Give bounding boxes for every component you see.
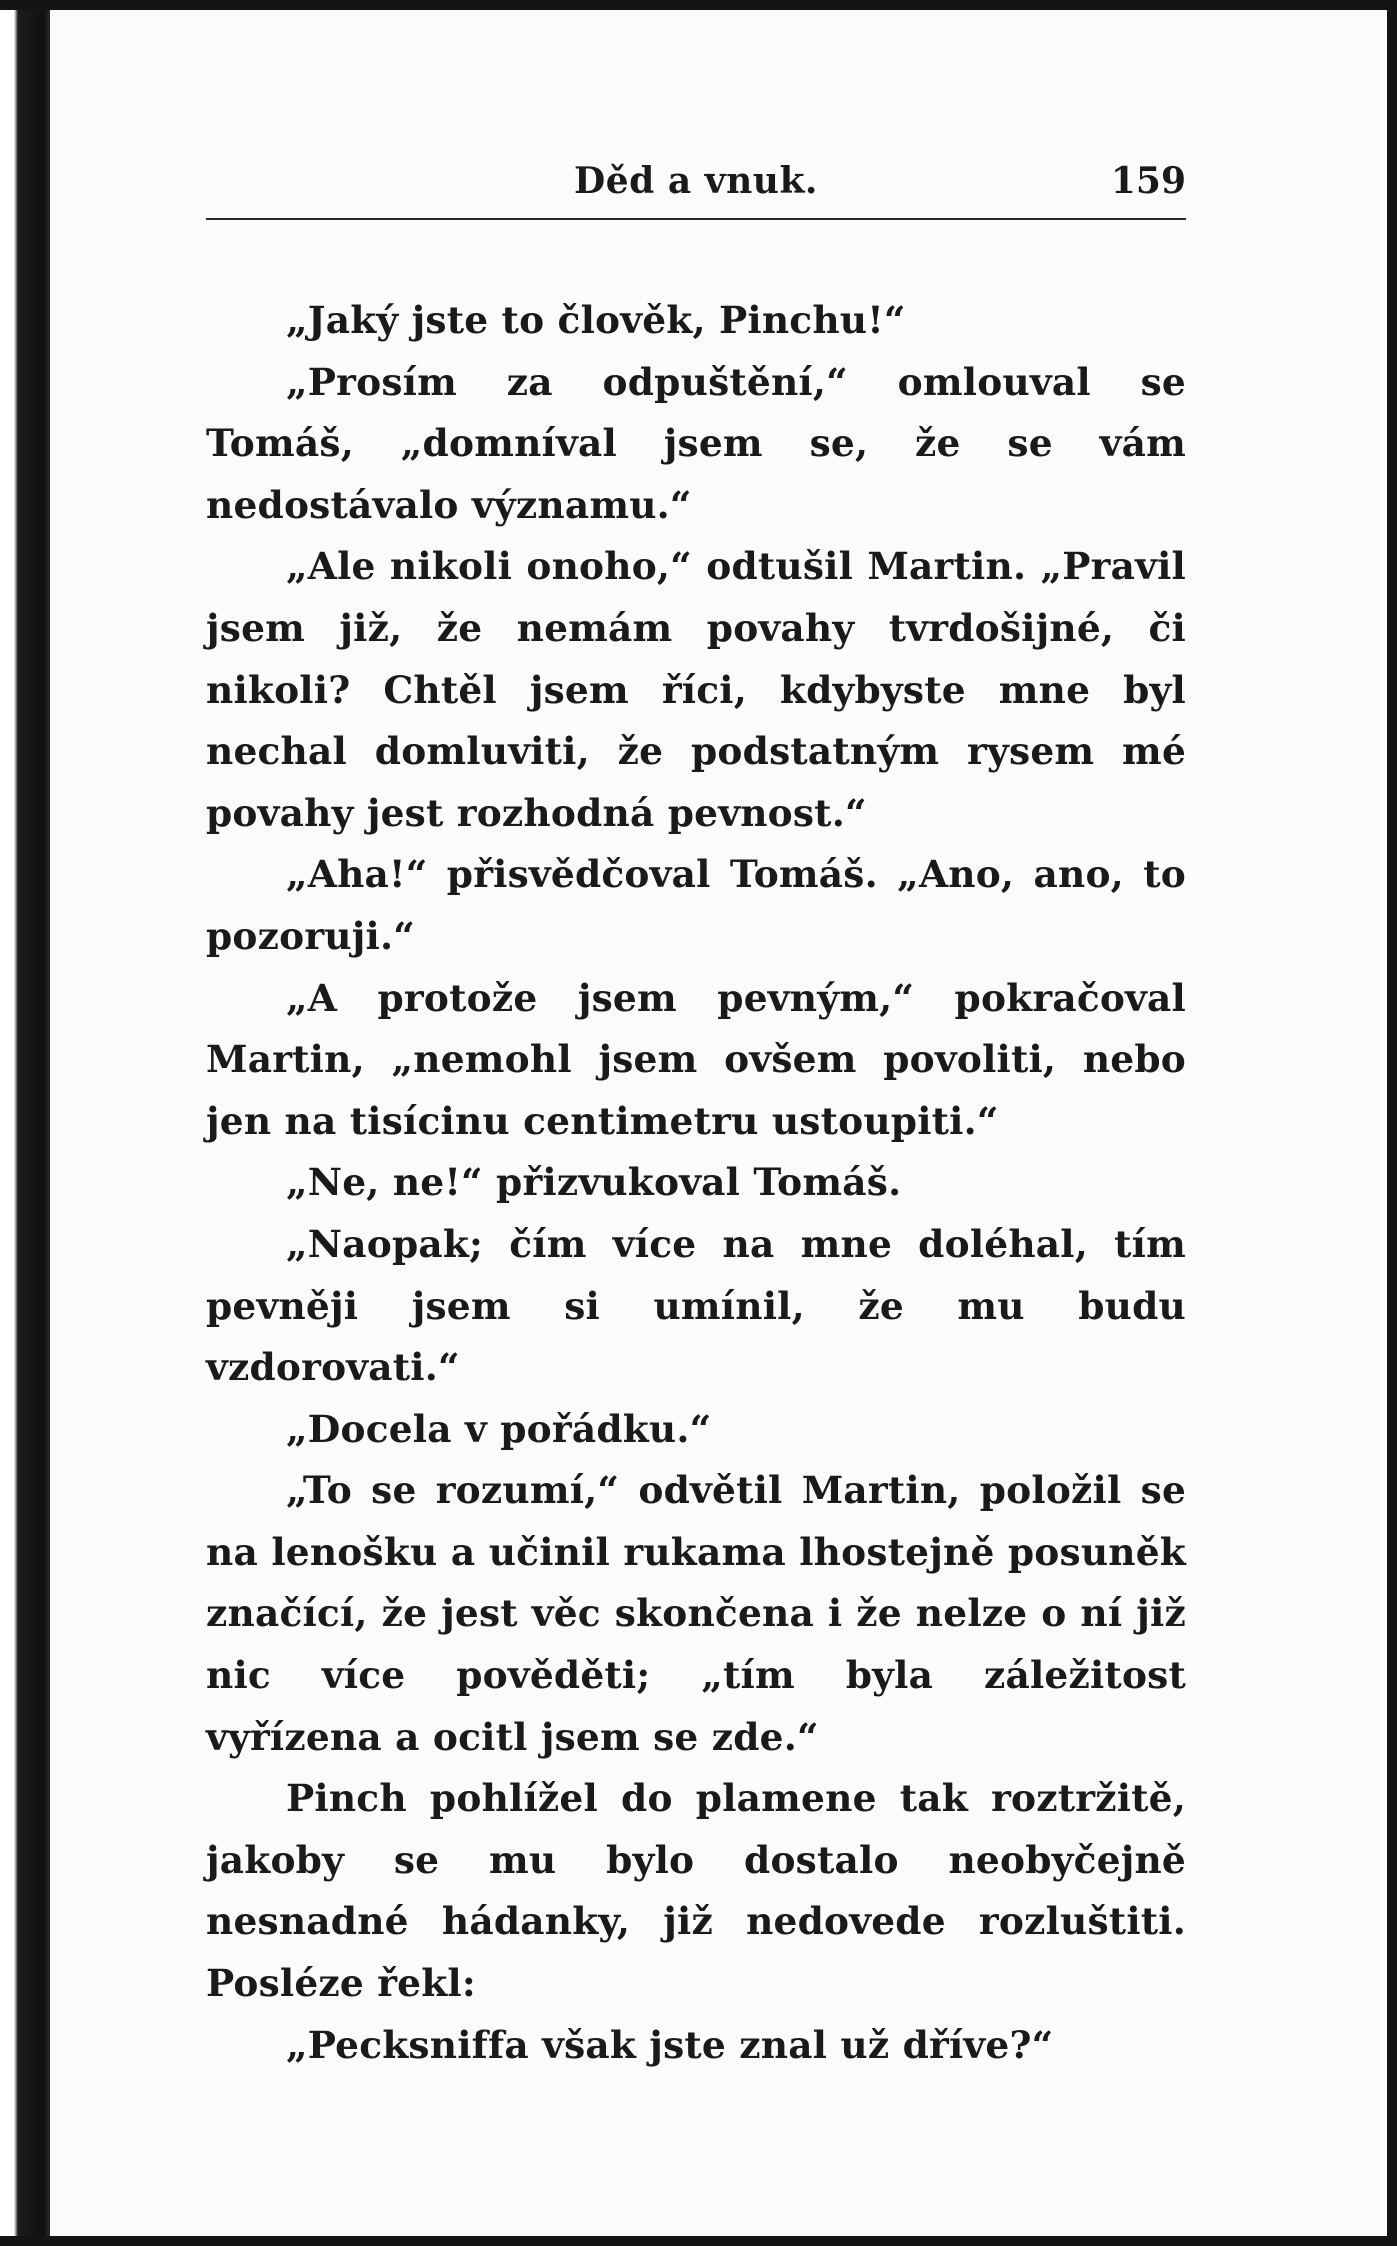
- paragraph: „Docela v pořádku.“: [286, 1406, 712, 1451]
- paragraph: „Prosím za odpuštění,“ omlouval se Tomáš, „domníval jsem se, že se vám nedostávalo významu.“: [206, 359, 1186, 527]
- paragraph: „A protože jsem pevným,“ pokračoval Martin, „nemohl jsem ovšem povoliti, nebo jen na tisícinu centimetru ustoupiti.“: [206, 975, 1186, 1143]
- paragraph: „Pecksniffa však jste znal už dříve?“: [286, 2022, 1054, 2067]
- paragraph: „Ne, ne!“ přizvukoval Tomáš.: [286, 1160, 902, 1205]
- page-number: 159: [1110, 160, 1186, 202]
- paragraph: „Naopak; čím více na mne doléhal, tím pevněji jsem si umínil, že mu budu vzdorovati.“: [206, 1221, 1186, 1390]
- paragraph: „Aha!“ přisvědčoval Tomáš. „Ano, ano, to pozoruji.“: [206, 852, 1186, 958]
- running-head: [206, 160, 1186, 210]
- paragraph: Pinch pohlížel do plamene tak roztržitě, jakoby se mu bylo dostalo neobyčejně nesnadné hádanky, již nedovede rozluštiti. Posléze řekl:: [206, 1776, 1186, 2006]
- scan-edge-left: [0, 0, 50, 2246]
- scan-edge-top: [0, 0, 1397, 10]
- header-rule: [206, 218, 1186, 220]
- body-text: [206, 290, 1186, 2076]
- paragraph: „To se rozumí,“ odvětil Martin, položil se na lenošku a učinil rukama lhostejně posuněk značící, že jest věc skončena i že nelze o ní již nic více pověděti; „tím byla záležitost vyřízena a ocitl jsem se zde.“: [206, 1468, 1186, 1759]
- scan-edge-bottom: [0, 2236, 1397, 2246]
- paragraph: „Jaký jste to člověk, Pinchu!“: [286, 298, 906, 342]
- running-title: Děd a vnuk.: [574, 160, 818, 202]
- scan-edge-right: [1387, 0, 1397, 2246]
- paragraph: „Ale nikoli onoho,“ odtušil Martin. „Pravil jsem již, že nemám povahy tvrdošijné, či nikoli? Chtěl jsem říci, kdybyste mne byl nechal domluviti, že podstatným rysem mé povahy jest rozhodná pevnost.“: [206, 544, 1186, 835]
